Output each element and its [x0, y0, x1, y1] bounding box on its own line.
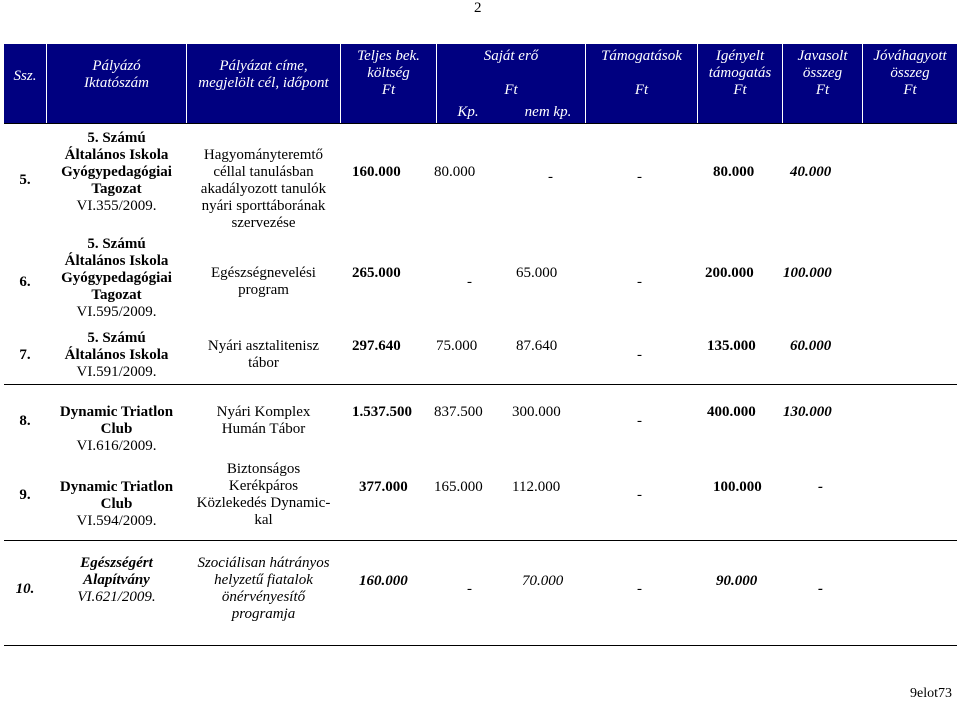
- header-tamogatasok-ft: Ft: [634, 82, 649, 98]
- row-tamog: -: [637, 347, 642, 363]
- row-palyazo: Dynamic Triatlon Club VI.594/2009.: [59, 479, 174, 529]
- page-number: 2: [474, 0, 482, 16]
- header-javasolt: Javasolt összeg Ft: [797, 48, 848, 98]
- row-palyazo: Dynamic Triatlon Club VI.616/2009.: [59, 404, 174, 454]
- row-teljes: 160.000: [359, 573, 408, 589]
- row-nemkp: 87.640: [516, 338, 558, 354]
- footer-code: 9elot73: [910, 686, 952, 701]
- row-javasolt: 100.000: [783, 265, 832, 281]
- row-nemkp: 65.000: [516, 265, 558, 281]
- row-palyazo: 5. Számú Általános Iskola Gyógypedagógiai Tagozat VI.595/2009.: [61, 236, 172, 320]
- row-tamog: -: [637, 413, 642, 429]
- row-ssz: 6.: [19, 274, 31, 290]
- row-cim: Nyári Komplex Humán Tábor: [216, 404, 311, 437]
- row-kp: 837.500: [434, 404, 483, 420]
- row-teljes: 377.000: [359, 479, 408, 495]
- row-nemkp: 112.000: [512, 479, 561, 495]
- row-palyazo: 5. Számú Általános Iskola Gyógypedagógiai Tagozat VI.355/2009.: [61, 130, 172, 214]
- row-igenyelt: 200.000: [705, 265, 754, 281]
- row-igenyelt: 80.000: [713, 164, 755, 180]
- row-ssz: 8.: [19, 413, 31, 429]
- row-teljes: 1.537.500: [352, 404, 412, 420]
- header-palyazo: Pályázó Iktatószám: [84, 58, 149, 91]
- row-igenyelt: 90.000: [716, 573, 758, 589]
- row-cim: Hagyományteremtő céllal tanulásban akadályozott tanulók nyári sporttáborának szervezése: [200, 147, 327, 231]
- header-teljes: Teljes bek. költség Ft: [357, 48, 420, 98]
- header-igenyelt: Igényelt támogatás Ft: [708, 48, 772, 98]
- row-kp: -: [467, 581, 472, 597]
- row-palyazo: 5. Számú Általános Iskola VI.591/2009.: [64, 330, 169, 380]
- row-teljes: 297.640: [352, 338, 401, 354]
- header-kp: Kp.: [457, 104, 479, 120]
- row-tamog: -: [637, 274, 642, 290]
- row-tamog: -: [637, 487, 642, 503]
- row-kp: 75.000: [436, 338, 478, 354]
- row-kp: -: [467, 274, 472, 290]
- row-palyazo: Egészségért Alapítvány VI.621/2009.: [77, 555, 156, 605]
- row-javasolt: 40.000: [790, 164, 832, 180]
- row-ssz: 9.: [19, 487, 31, 503]
- row-igenyelt: 135.000: [707, 338, 756, 354]
- row-cim: Biztonságos Kerékpáros Közlekedés Dynamic- kal: [196, 461, 331, 528]
- row-kp: 165.000: [434, 479, 483, 495]
- header-ssz: Ssz.: [13, 68, 37, 84]
- row-teljes: 160.000: [352, 164, 401, 180]
- row-igenyelt: 400.000: [707, 404, 756, 420]
- row-ssz: 10.: [15, 581, 35, 597]
- row-nemkp: -: [548, 169, 553, 185]
- header-nemkp: nem kp.: [524, 104, 572, 120]
- header-tamogatasok: Támogatások: [601, 48, 682, 64]
- row-nemkp: 70.000: [522, 573, 564, 589]
- row-javasolt: 130.000: [783, 404, 832, 420]
- row-javasolt: 60.000: [790, 338, 832, 354]
- row-ssz: 5.: [19, 172, 31, 188]
- header-jovahagyott: Jóváhagyott összeg Ft: [873, 48, 947, 98]
- row-kp: 80.000: [434, 164, 476, 180]
- header-sajat-ft: Ft: [504, 82, 518, 98]
- row-igenyelt: 100.000: [713, 479, 762, 495]
- header-cim: Pályázat címe, megjelölt cél, időpont: [198, 58, 329, 91]
- row-tamog: -: [637, 581, 642, 597]
- row-javasolt: -: [818, 479, 823, 495]
- row-ssz: 7.: [19, 347, 31, 363]
- row-teljes: 265.000: [352, 265, 401, 281]
- row-tamog: -: [637, 169, 642, 185]
- row-javasolt: -: [818, 581, 823, 597]
- row-cim: Szociálisan hátrányos helyzetű fiatalok önérvényesítő programja: [197, 555, 330, 622]
- header-sajat: Saját erő: [483, 48, 539, 64]
- row-cim: Nyári asztalitenisz tábor: [207, 338, 320, 371]
- row-nemkp: 300.000: [512, 404, 561, 420]
- row-cim: Egészségnevelési program: [211, 265, 316, 298]
